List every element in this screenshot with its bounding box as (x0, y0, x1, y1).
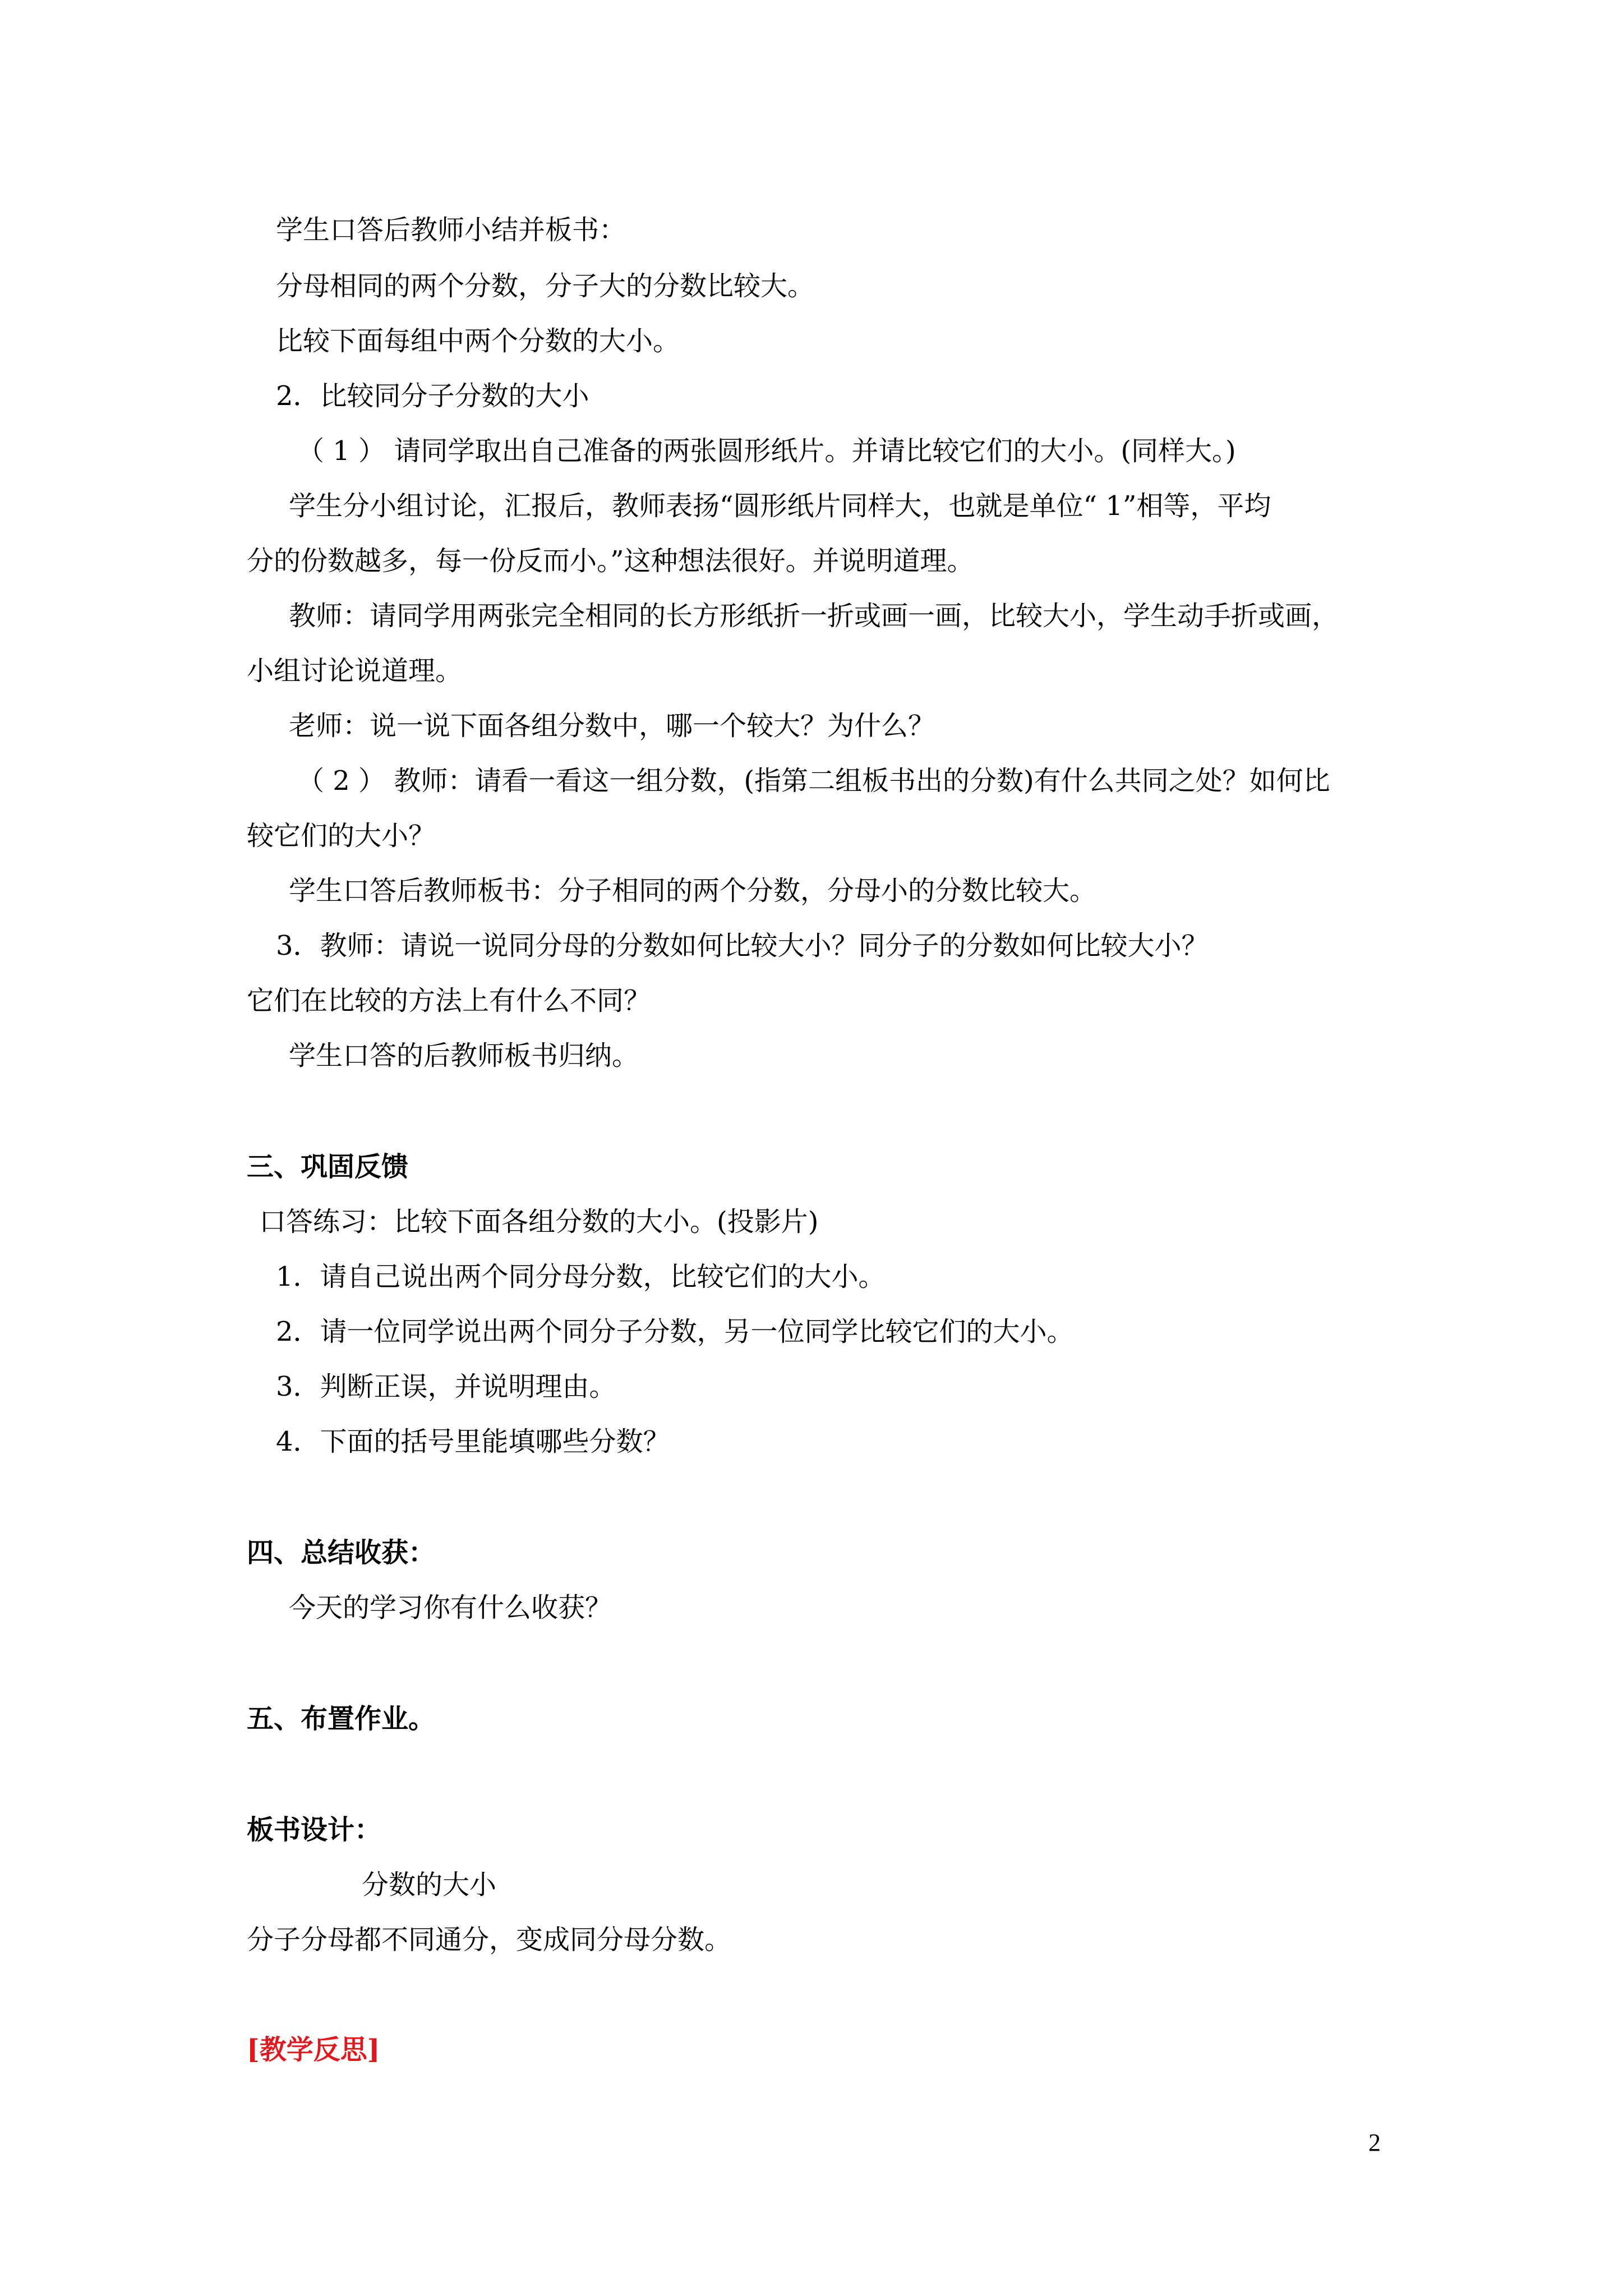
section-heading: 板书设计： (247, 1814, 382, 1846)
paragraph-line: 学生分小组讨论，汇报后，教师表扬“圆形纸片同样大，也就是单位“ 1”相等，平均 (289, 490, 1271, 522)
section-heading: 五、布置作业。 (247, 1703, 436, 1734)
paragraph-line: 学生口答后教师小结并板书： (276, 214, 626, 246)
paragraph-line: 分子分母都不同通分，变成同分母分数。 (247, 1924, 732, 1955)
paragraph-line: （ 2 ） 教师：请看一看这一组分数，(指第二组板书出的分数)有什么共同之处？如何比 (297, 765, 1330, 797)
paragraph-line: 较它们的大小？ (247, 820, 436, 852)
board-title: 分数的大小 (362, 1869, 497, 1901)
paragraph-line: 小组讨论说道理。 (247, 655, 463, 687)
paragraph-line: 教师：请同学用两张完全相同的长方形纸折一折或画一画，比较大小，学生动手折或画， (289, 600, 1339, 632)
paragraph-line: 今天的学习你有什么收获？ (289, 1592, 612, 1623)
paragraph-line: 学生口答后教师板书：分子相同的两个分数，分母小的分数比较大。 (289, 875, 1097, 907)
paragraph-line: 1．请自己说出两个同分母分数，比较它们的大小。 (276, 1261, 886, 1292)
reflection-heading: [教学反思] (247, 2034, 380, 2065)
paragraph-line: 2．比较同分子分数的大小 (276, 380, 589, 412)
section-heading: 三、巩固反馈 (247, 1151, 409, 1182)
paragraph-line: （ 1 ） 请同学取出自己准备的两张圆形纸片。并请比较它们的大小。(同样大。) (297, 435, 1236, 467)
paragraph-line: 比较下面每组中两个分数的大小。 (276, 325, 680, 357)
paragraph-line: 2．请一位同学说出两个同分子分数，另一位同学比较它们的大小。 (276, 1316, 1074, 1347)
paragraph-line: 3．判断正误，并说明理由。 (276, 1371, 616, 1402)
paragraph-line: 3．教师：请说一说同分母的分数如何比较大小？同分子的分数如何比较大小？ (276, 930, 1209, 961)
paragraph-line: 分母相同的两个分数，分子大的分数比较大。 (276, 270, 815, 302)
section-heading: 四、总结收获： (247, 1537, 436, 1568)
paragraph-line: 它们在比较的方法上有什么不同？ (247, 985, 651, 1016)
page-number: 2 (1368, 2129, 1381, 2156)
paragraph-line: 口答练习：比较下面各组分数的大小。(投影片) (259, 1206, 819, 1237)
paragraph-line: 老师：说一说下面各组分数中，哪一个较大？为什么？ (289, 710, 935, 742)
paragraph-line: 学生口答的后教师板书归纳。 (289, 1040, 639, 1071)
paragraph-line: 4．下面的括号里能填哪些分数？ (276, 1426, 670, 1457)
paragraph-line: 分的份数越多，每一份反而小。”这种想法很好。并说明道理。 (247, 545, 974, 577)
